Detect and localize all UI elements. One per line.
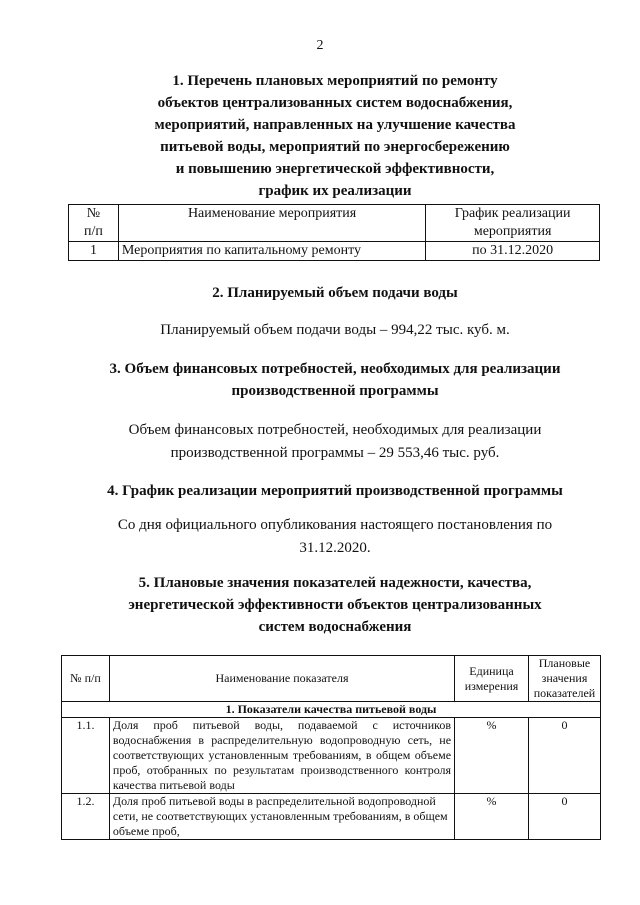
section2-title: 2. Планируемый объем подачи воды — [212, 285, 458, 301]
header-num: № п/п — [62, 656, 110, 702]
section1-title-line: график их реализации — [258, 183, 412, 199]
header-schedule-line: мероприятия — [473, 224, 552, 239]
header-name: Наименование показателя — [109, 656, 454, 702]
section3-title-line: производственной программы — [231, 383, 439, 399]
section3-text — [60, 419, 610, 465]
cell-num: 1.1. — [62, 718, 110, 794]
header-unit — [455, 656, 529, 702]
section2-text: Планируемый объем подачи воды – 994,22 тыс. куб. м. — [160, 322, 510, 338]
section5-title — [40, 572, 630, 638]
section4-text — [60, 514, 610, 560]
header-schedule-line: График реализации — [454, 206, 571, 221]
section1-title-line: питьевой воды, мероприятий по энергосбережению — [160, 139, 510, 155]
section5-title-line: 5. Плановые значения показателей надежности, качества, — [138, 575, 532, 591]
cell-schedule: по 31.12.2020 — [426, 242, 600, 261]
section3-text-line: Объем финансовых потребностей, необходимых для реализации — [128, 422, 542, 438]
section4-title: 4. График реализации мероприятий производственной программы — [107, 483, 563, 499]
cell-unit: % — [455, 718, 529, 794]
indicators-table-header — [62, 656, 601, 702]
header-schedule — [426, 205, 600, 242]
section5-title-line: энергетической эффективности объектов централизованных — [128, 597, 542, 613]
header-value — [528, 656, 600, 702]
cell-num: 1 — [69, 242, 119, 261]
cell-value: 0 — [528, 718, 600, 794]
cell-name: Доля проб питьевой воды, подаваемой с источников водоснабжения в распределительную водопроводную сеть, не соответствующих установленным требованиям, в общем объеме проб, отобранных по результатам производственного контроля качества питьевой воды — [109, 718, 454, 794]
cell-value: 0 — [528, 794, 600, 840]
table-subheader-row — [62, 702, 601, 718]
section3-title-line: 3. Объем финансовых потребностей, необходимых для реализации — [109, 361, 561, 377]
section4-text-line: 31.12.2020. — [299, 540, 371, 556]
cell-name: Мероприятия по капитальному ремонту — [118, 242, 425, 261]
cell-num: 1.2. — [62, 794, 110, 840]
section3-text-line: производственной программы – 29 553,46 тыс. руб. — [170, 445, 500, 461]
section1-title-line: объектов централизованных систем водоснабжения, — [157, 95, 513, 111]
section1-title — [60, 70, 610, 202]
table-row — [69, 242, 600, 261]
table-subheader: 1. Показатели качества питьевой воды — [62, 702, 601, 718]
header-num-line: п/п — [84, 224, 103, 239]
section1-title-line: и повышению энергетической эффективности, — [175, 161, 495, 177]
section1-title-line: мероприятий, направленных на улучшение качества — [154, 117, 516, 133]
table-row — [62, 794, 601, 840]
header-value-line: показателей — [533, 686, 596, 700]
section3-title — [40, 358, 630, 402]
measures-table-header — [69, 205, 600, 242]
header-unit-line: Единица — [469, 663, 514, 678]
header-num-line: № — [86, 206, 101, 221]
section1-title-line: 1. Перечень плановых мероприятий по ремонту — [172, 73, 498, 89]
page-number: 2 — [316, 38, 324, 53]
indicators-table — [61, 655, 601, 840]
cell-name: Доля проб питьевой воды в распределительной водопроводной сети, не соответствующих установленным требованиям, в общем объеме проб, — [109, 794, 454, 840]
cell-unit: % — [455, 794, 529, 840]
measures-table — [68, 204, 600, 261]
header-name: Наименование мероприятия — [118, 205, 425, 242]
section4-text-line: Со дня официального опубликования настоящего постановления по — [117, 517, 553, 533]
header-value-line: значения — [541, 671, 588, 685]
header-num — [69, 205, 119, 242]
header-value-line: Плановые — [538, 656, 591, 670]
table-row — [62, 718, 601, 794]
section5-title-line: систем водоснабжения — [258, 619, 412, 635]
header-unit-line: измерения — [464, 678, 519, 693]
